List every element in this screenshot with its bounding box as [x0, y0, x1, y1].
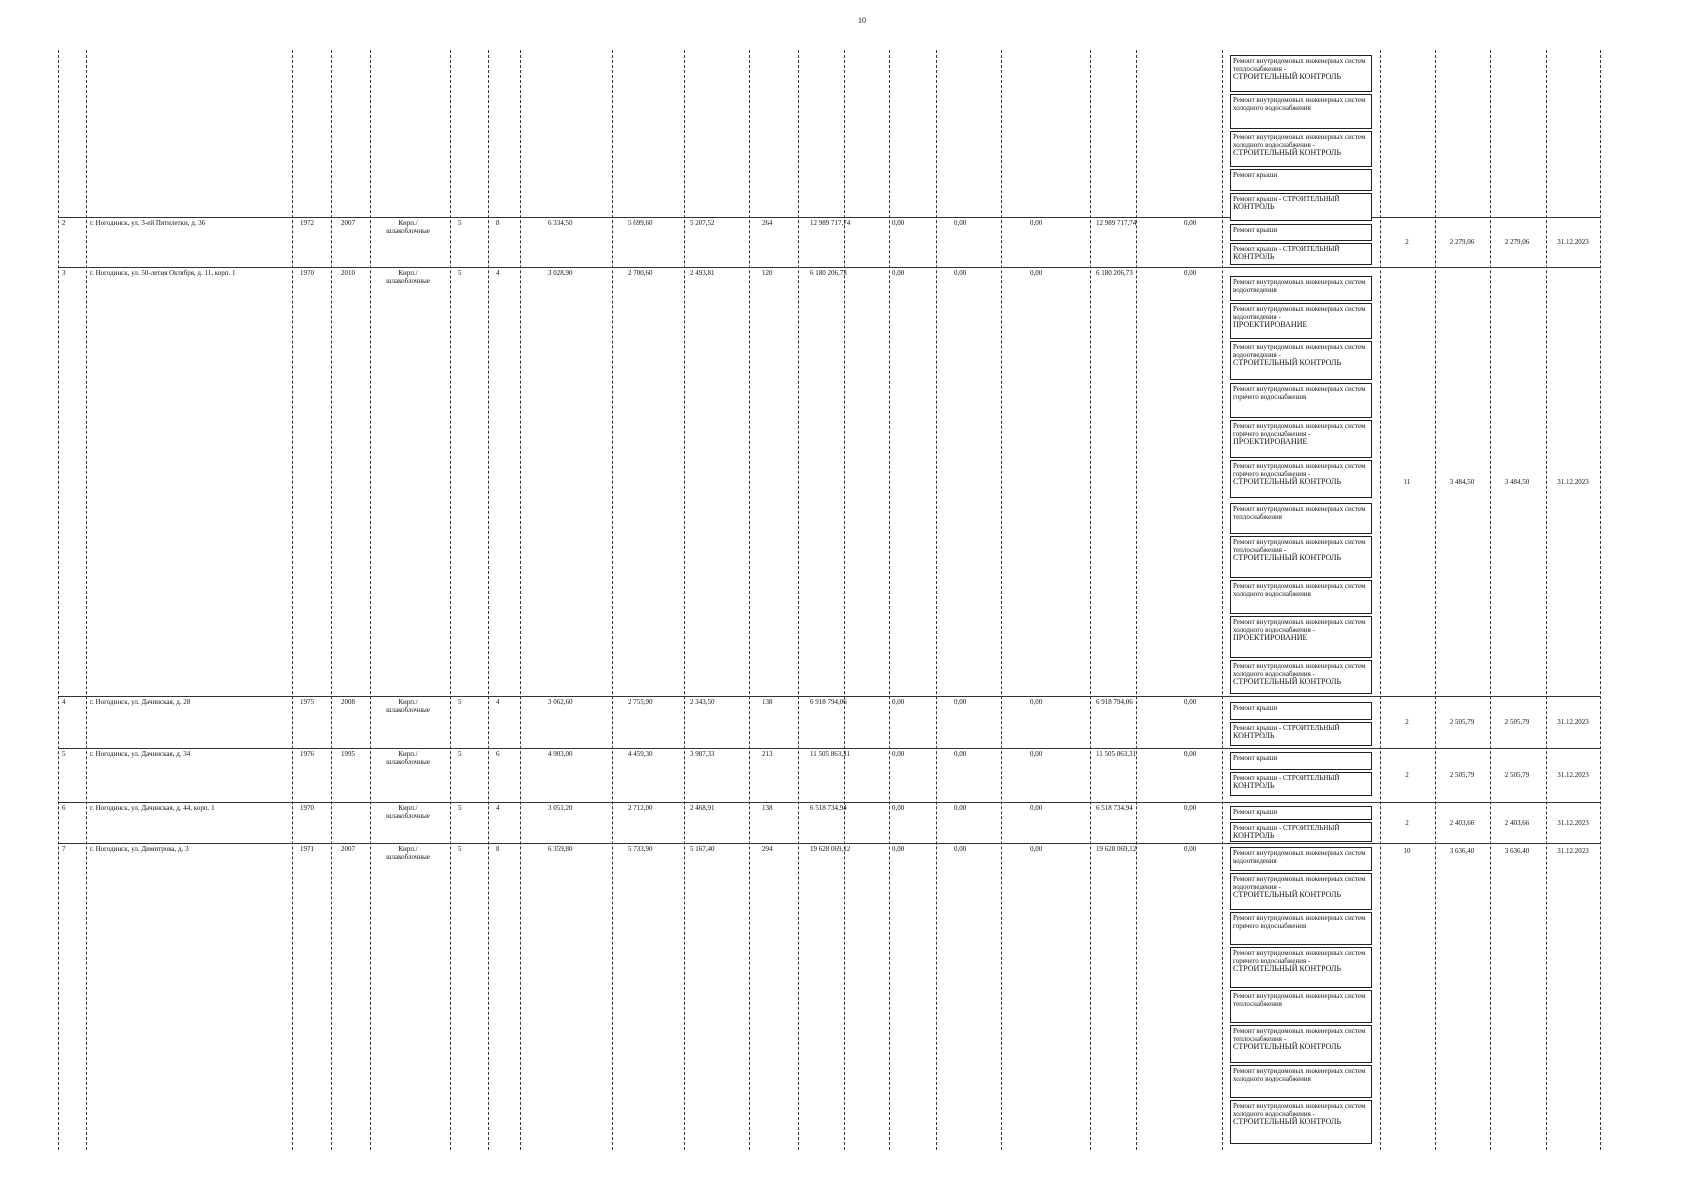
table-cell-area-total: 4 903,00 — [548, 750, 573, 758]
table-cell-f1: 0,00 — [892, 750, 905, 758]
table-cell-year-built: 1970 — [300, 804, 314, 812]
work-item-text: Ремонт крыши - СТРОИТЕЛЬНЫЙ — [1233, 724, 1340, 732]
work-item-text: Ремонт крыши - СТРОИТЕЛЬНЫЙ — [1233, 824, 1340, 832]
table-cell-num: 4 — [62, 698, 66, 706]
grid-vline — [331, 50, 332, 1150]
table-cell-deadline: 31.12.2023 — [1557, 847, 1589, 855]
grid-vline — [1136, 50, 1137, 1150]
table-cell-f4: 0,00 — [1184, 804, 1197, 812]
table-cell-material: Кирп./ шлакоблочные — [386, 698, 430, 714]
table-cell-residents: 294 — [762, 845, 773, 853]
work-item-subtext: КОНТРОЛЬ — [1233, 202, 1275, 211]
table-cell-count: 2 — [1405, 718, 1409, 726]
work-item-subtext: СТРОИТЕЛЬНЫЙ КОНТРОЛЬ — [1233, 890, 1342, 899]
table-cell-residents: 138 — [762, 698, 773, 706]
table-cell-area-res: 3 987,33 — [690, 750, 715, 758]
table-cell-year-repair: 2007 — [341, 219, 355, 227]
work-item-text: Ремонт крыши — [1233, 226, 1278, 234]
work-item-subtext: СТРОИТЕЛЬНЫЙ КОНТРОЛЬ — [1233, 964, 1342, 973]
table-cell-area-res: 5 207,52 — [690, 219, 715, 227]
table-cell-f3: 0,00 — [1030, 219, 1043, 227]
grid-vline — [520, 50, 521, 1150]
table-cell-floors: 5 — [458, 750, 462, 758]
table-cell-unit-a: 3 636,40 — [1449, 847, 1475, 855]
table-cell-area-living: 2 755,90 — [628, 698, 653, 706]
table-cell-unit-a: 2 403,66 — [1449, 819, 1475, 827]
table-cell-deadline: 31.12.2023 — [1557, 718, 1589, 726]
work-item — [1230, 772, 1372, 796]
table-cell-cost-owners: 6 918 794,06 — [1096, 698, 1133, 706]
table-cell-count: 2 — [1405, 819, 1409, 827]
table-cell-cost-total: 12 989 717,74 — [810, 219, 851, 227]
grid-vline — [1090, 50, 1091, 1150]
table-cell-entrances: 4 — [496, 698, 500, 706]
work-item-text: Ремонт внутридомовых инженерных систем холодного водоснабжения — [1233, 1067, 1366, 1083]
table-cell-f1: 0,00 — [892, 269, 905, 277]
table-cell-cost-total: 6 918 794,06 — [810, 698, 847, 706]
work-item-text: Ремонт внутридомовых инженерных систем водоотведения - — [1233, 305, 1366, 321]
table-cell-f4: 0,00 — [1184, 750, 1197, 758]
work-item-text: Ремонт крыши — [1233, 808, 1278, 816]
work-item-subtext: СТРОИТЕЛЬНЫЙ КОНТРОЛЬ — [1233, 677, 1342, 686]
grid-vline — [58, 50, 59, 1150]
table-cell-residents: 213 — [762, 750, 773, 758]
grid-vline — [936, 50, 937, 1150]
work-item-text: Ремонт внутридомовых инженерных систем холодного водоснабжения - — [1233, 133, 1366, 149]
work-item — [1230, 193, 1372, 221]
work-item-text: Ремонт внутридомовых инженерных систем горячего водоснабжения — [1233, 385, 1366, 401]
table-cell-f2: 0,00 — [954, 845, 967, 853]
work-item — [1230, 341, 1372, 380]
table-cell-year-built: 1975 — [300, 698, 314, 706]
table-cell-material: Кирп./ шлакоблочные — [386, 269, 430, 285]
work-item-text: Ремонт внутридомовых инженерных систем теплоснабжения — [1233, 992, 1366, 1008]
table-cell-entrances: 8 — [496, 219, 500, 227]
work-item-subtext: СТРОИТЕЛЬНЫЙ КОНТРОЛЬ — [1233, 1042, 1342, 1051]
table-cell-area-total: 3 028,90 — [548, 269, 573, 277]
table-cell-residents: 138 — [762, 804, 773, 812]
grid-vline — [684, 50, 685, 1150]
grid-hline — [58, 843, 1600, 844]
table-cell-area-total: 6 359,80 — [548, 845, 573, 853]
grid-vline — [612, 50, 613, 1150]
table-cell-cost-total: 11 505 863,31 — [810, 750, 850, 758]
work-item — [1230, 383, 1372, 418]
table-cell-entrances: 6 — [496, 750, 500, 758]
work-item-text: Ремонт внутридомовых инженерных систем теплоснабжения - — [1233, 1027, 1366, 1043]
work-item — [1230, 169, 1372, 191]
table-cell-address: г. Ногодинск, ул. 3-ей Пятилетки, д. 36 — [90, 219, 206, 227]
table-cell-cost-owners: 19 628 069,12 — [1096, 845, 1137, 853]
work-item-text: Ремонт внутридомовых инженерных систем горячего водоснабжения — [1233, 914, 1366, 930]
work-item — [1230, 224, 1372, 241]
work-item-text: Ремонт крыши - СТРОИТЕЛЬНЫЙ — [1233, 195, 1340, 203]
grid-vline — [798, 50, 799, 1150]
table-cell-cost-owners: 11 505 863,31 — [1096, 750, 1136, 758]
table-cell-unit-a: 2 279,06 — [1449, 238, 1475, 246]
work-item — [1230, 822, 1372, 842]
grid-vline — [370, 50, 371, 1150]
table-cell-count: 2 — [1405, 238, 1409, 246]
work-item-subtext: КОНТРОЛЬ — [1233, 831, 1275, 840]
table-cell-f3: 0,00 — [1030, 750, 1043, 758]
table-cell-f4: 0,00 — [1184, 269, 1197, 277]
table-cell-deadline: 31.12.2023 — [1557, 819, 1589, 827]
table-cell-area-total: 3 062,60 — [548, 698, 573, 706]
table-cell-deadline: 31.12.2023 — [1557, 771, 1589, 779]
table-cell-year-built: 1972 — [300, 219, 314, 227]
work-item-text: Ремонт крыши - СТРОИТЕЛЬНЫЙ — [1233, 774, 1340, 782]
work-item — [1230, 55, 1372, 92]
work-item-text: Ремонт внутридомовых инженерных систем холодного водоснабжения — [1233, 96, 1366, 112]
work-item-text: Ремонт внутридомовых инженерных систем холодного водоснабжения - — [1233, 662, 1366, 678]
table-cell-f3: 0,00 — [1030, 845, 1043, 853]
table-cell-year-repair: 1995 — [341, 750, 355, 758]
work-item-text: Ремонт внутридомовых инженерных систем водоотведения - — [1233, 875, 1366, 891]
work-item-text: Ремонт внутридомовых инженерных систем холодного водоснабжения - — [1233, 618, 1366, 634]
table-cell-area-res: 2 493,81 — [690, 269, 715, 277]
page-number: 10 — [858, 16, 866, 25]
table-cell-f1: 0,00 — [892, 698, 905, 706]
table-cell-floors: 5 — [458, 845, 462, 853]
work-item-text: Ремонт внутридомовых инженерных систем горячего водоснабжения - — [1233, 462, 1366, 478]
table-cell-area-living: 5 699,60 — [628, 219, 653, 227]
table-cell-material: Кирп./ шлакоблочные — [386, 750, 430, 766]
work-item — [1230, 722, 1372, 746]
table-cell-cost-owners: 12 989 717,74 — [1096, 219, 1137, 227]
work-item — [1230, 243, 1372, 265]
work-item-text: Ремонт крыши — [1233, 754, 1278, 762]
work-item-text: Ремонт внутридомовых инженерных систем теплоснабжения — [1233, 505, 1366, 521]
table-cell-area-living: 4 459,30 — [628, 750, 653, 758]
table-cell-f3: 0,00 — [1030, 804, 1043, 812]
work-item-text: Ремонт внутридомовых инженерных систем водоотведения - — [1233, 343, 1366, 359]
table-cell-material: Кирп./ шлакоблочные — [386, 845, 430, 861]
table-cell-year-repair: 2010 — [341, 269, 355, 277]
grid-vline — [1546, 50, 1547, 1150]
work-item — [1230, 847, 1372, 871]
grid-vline — [1600, 50, 1601, 1150]
work-item — [1230, 503, 1372, 534]
work-item — [1230, 752, 1372, 770]
work-item-text: Ремонт крыши — [1233, 704, 1278, 712]
table-cell-f3: 0,00 — [1030, 698, 1043, 706]
table-cell-floors: 5 — [458, 219, 462, 227]
table-cell-f2: 0,00 — [954, 698, 967, 706]
table-cell-f4: 0,00 — [1184, 219, 1197, 227]
table-cell-unit-a: 2 505,79 — [1449, 718, 1475, 726]
table-cell-unit-b: 3 636,40 — [1504, 847, 1530, 855]
grid-vline — [749, 50, 750, 1150]
work-item — [1230, 460, 1372, 498]
table-cell-year-built: 1970 — [300, 269, 314, 277]
table-cell-num: 2 — [62, 219, 66, 227]
grid-hline — [58, 696, 1600, 697]
work-item-subtext: СТРОИТЕЛЬНЫЙ КОНТРОЛЬ — [1233, 553, 1342, 562]
grid-vline — [889, 50, 890, 1150]
table-cell-address: г. Ногодинск, ул. 50-летия Октября, д. 11, корп. 1 — [90, 269, 236, 277]
table-cell-deadline: 31.12.2023 — [1557, 478, 1589, 486]
table-cell-entrances: 4 — [496, 804, 500, 812]
table-cell-f4: 0,00 — [1184, 845, 1197, 853]
table-cell-address: г. Ногодинск, ул. Димитрова, д. 3 — [90, 845, 189, 853]
work-item — [1230, 276, 1372, 301]
table-cell-area-living: 2 712,00 — [628, 804, 653, 812]
grid-vline — [450, 50, 451, 1150]
table-cell-count: 11 — [1403, 478, 1411, 486]
table-cell-entrances: 8 — [496, 845, 500, 853]
grid-vline — [1490, 50, 1491, 1150]
table-cell-residents: 120 — [762, 269, 773, 277]
table-cell-floors: 5 — [458, 269, 462, 277]
table-cell-year-built: 1976 — [300, 750, 314, 758]
work-item — [1230, 1100, 1372, 1144]
work-item-text: Ремонт внутридомовых инженерных систем горячего водоснабжения - — [1233, 949, 1366, 965]
work-item — [1230, 580, 1372, 614]
work-item-text: Ремонт внутридомовых инженерных систем теплоснабжения - — [1233, 57, 1366, 73]
grid-hline — [58, 267, 1600, 268]
table-cell-unit-b: 3 484,50 — [1504, 478, 1530, 486]
table-cell-count: 2 — [1405, 771, 1409, 779]
grid-vline — [1435, 50, 1436, 1150]
grid-hline — [58, 748, 1600, 749]
grid-vline — [292, 50, 293, 1150]
grid-vline — [1380, 50, 1381, 1150]
table-cell-address: г. Ногодинск, ул. Дачинская, д. 28 — [90, 698, 191, 706]
work-item-subtext: СТРОИТЕЛЬНЫЙ КОНТРОЛЬ — [1233, 72, 1342, 81]
table-cell-f1: 0,00 — [892, 219, 905, 227]
table-cell-area-living: 2 700,60 — [628, 269, 653, 277]
grid-vline — [488, 50, 489, 1150]
table-cell-f4: 0,00 — [1184, 698, 1197, 706]
table-cell-deadline: 31.12.2023 — [1557, 238, 1589, 246]
table-cell-area-total: 6 334,50 — [548, 219, 573, 227]
work-item-text: Ремонт крыши — [1233, 171, 1278, 179]
table-cell-material: Кирп./ шлакоблочные — [386, 219, 430, 235]
table-cell-year-repair: 2008 — [341, 698, 355, 706]
table-cell-floors: 5 — [458, 698, 462, 706]
table-cell-year-built: 1971 — [300, 845, 314, 853]
work-item-text: Ремонт крыши - СТРОИТЕЛЬНЫЙ — [1233, 245, 1340, 253]
work-item-subtext: СТРОИТЕЛЬНЫЙ КОНТРОЛЬ — [1233, 477, 1342, 486]
work-item — [1230, 131, 1372, 167]
work-item-text: Ремонт внутридомовых инженерных систем теплоснабжения - — [1233, 538, 1366, 554]
table-cell-f3: 0,00 — [1030, 269, 1043, 277]
table-cell-material: Кирп./ шлакоблочные — [386, 804, 430, 820]
table-cell-cost-owners: 6 180 206,73 — [1096, 269, 1133, 277]
grid-vline — [1001, 50, 1002, 1150]
work-item-text: Ремонт внутридомовых инженерных систем водоотведения — [1233, 278, 1366, 294]
work-item — [1230, 1025, 1372, 1063]
work-item-subtext: ПРОЕКТИРОВАНИЕ — [1233, 633, 1308, 642]
table-cell-year-repair: 2007 — [341, 845, 355, 853]
work-item — [1230, 806, 1372, 820]
table-cell-count: 10 — [1403, 847, 1411, 855]
work-item-subtext: СТРОИТЕЛЬНЫЙ КОНТРОЛЬ — [1233, 1117, 1342, 1126]
grid-vline — [844, 50, 845, 1150]
work-item-text: Ремонт внутридомовых инженерных систем холодного водоснабжения - — [1233, 1102, 1366, 1118]
table-cell-unit-b: 2 403,66 — [1504, 819, 1530, 827]
table-cell-cost-owners: 6 518 734,94 — [1096, 804, 1133, 812]
grid-hline — [58, 802, 1600, 803]
table-cell-unit-b: 2 505,79 — [1504, 718, 1530, 726]
work-item-subtext: КОНТРОЛЬ — [1233, 731, 1275, 740]
work-item — [1230, 616, 1372, 658]
table-cell-address: г. Ногодинск, ул. Дачинская, д. 34 — [90, 750, 191, 758]
work-item — [1230, 912, 1372, 945]
table-cell-cost-total: 19 628 069,12 — [810, 845, 851, 853]
work-item-subtext: КОНТРОЛЬ — [1233, 252, 1275, 261]
table-cell-area-res: 2 468,91 — [690, 804, 715, 812]
table-cell-area-res: 2 343,50 — [690, 698, 715, 706]
work-item — [1230, 702, 1372, 720]
work-item — [1230, 1065, 1372, 1098]
table-cell-address: г. Ногодинск, ул. Дачинская, д. 44, корп. 1 — [90, 804, 215, 812]
table-cell-f2: 0,00 — [954, 750, 967, 758]
work-item-subtext: СТРОИТЕЛЬНЫЙ КОНТРОЛЬ — [1233, 148, 1342, 157]
work-item — [1230, 94, 1372, 129]
work-item — [1230, 660, 1372, 694]
table-cell-floors: 5 — [458, 804, 462, 812]
work-item-text: Ремонт внутридомовых инженерных систем холодного водоснабжения — [1233, 582, 1366, 598]
table-cell-num: 5 — [62, 750, 66, 758]
table-cell-cost-total: 6 180 206,73 — [810, 269, 847, 277]
table-cell-f2: 0,00 — [954, 804, 967, 812]
table-cell-num: 3 — [62, 269, 66, 277]
table-cell-num: 6 — [62, 804, 66, 812]
work-item-subtext: ПРОЕКТИРОВАНИЕ — [1233, 320, 1308, 329]
grid-vline — [86, 50, 87, 1150]
work-item — [1230, 420, 1372, 458]
table-cell-area-total: 3 051,20 — [548, 804, 573, 812]
table-cell-unit-b: 2 505,79 — [1504, 771, 1530, 779]
table-cell-f2: 0,00 — [954, 269, 967, 277]
table-cell-num: 7 — [62, 845, 66, 853]
work-item — [1230, 990, 1372, 1023]
table-cell-area-res: 5 167,40 — [690, 845, 715, 853]
work-item-text: Ремонт внутридомовых инженерных систем горячего водоснабжения - — [1233, 422, 1366, 438]
work-item — [1230, 873, 1372, 910]
work-item-text: Ремонт внутридомовых инженерных систем водоотведения — [1233, 849, 1366, 865]
table-cell-entrances: 4 — [496, 269, 500, 277]
work-item — [1230, 536, 1372, 578]
table-cell-f2: 0,00 — [954, 219, 967, 227]
table-cell-unit-b: 2 279,06 — [1504, 238, 1530, 246]
table-cell-f1: 0,00 — [892, 845, 905, 853]
work-item — [1230, 303, 1372, 339]
work-item-subtext: КОНТРОЛЬ — [1233, 781, 1275, 790]
table-cell-area-living: 5 733,90 — [628, 845, 653, 853]
work-item-subtext: ПРОЕКТИРОВАНИЕ — [1233, 437, 1308, 446]
table-cell-f1: 0,00 — [892, 804, 905, 812]
table-cell-unit-a: 3 484,50 — [1449, 478, 1475, 486]
work-item-subtext: СТРОИТЕЛЬНЫЙ КОНТРОЛЬ — [1233, 358, 1342, 367]
grid-vline — [1222, 50, 1223, 1150]
table-cell-unit-a: 2 505,79 — [1449, 771, 1475, 779]
table-cell-residents: 264 — [762, 219, 773, 227]
work-item — [1230, 947, 1372, 988]
table-cell-cost-total: 6 518 734,94 — [810, 804, 847, 812]
